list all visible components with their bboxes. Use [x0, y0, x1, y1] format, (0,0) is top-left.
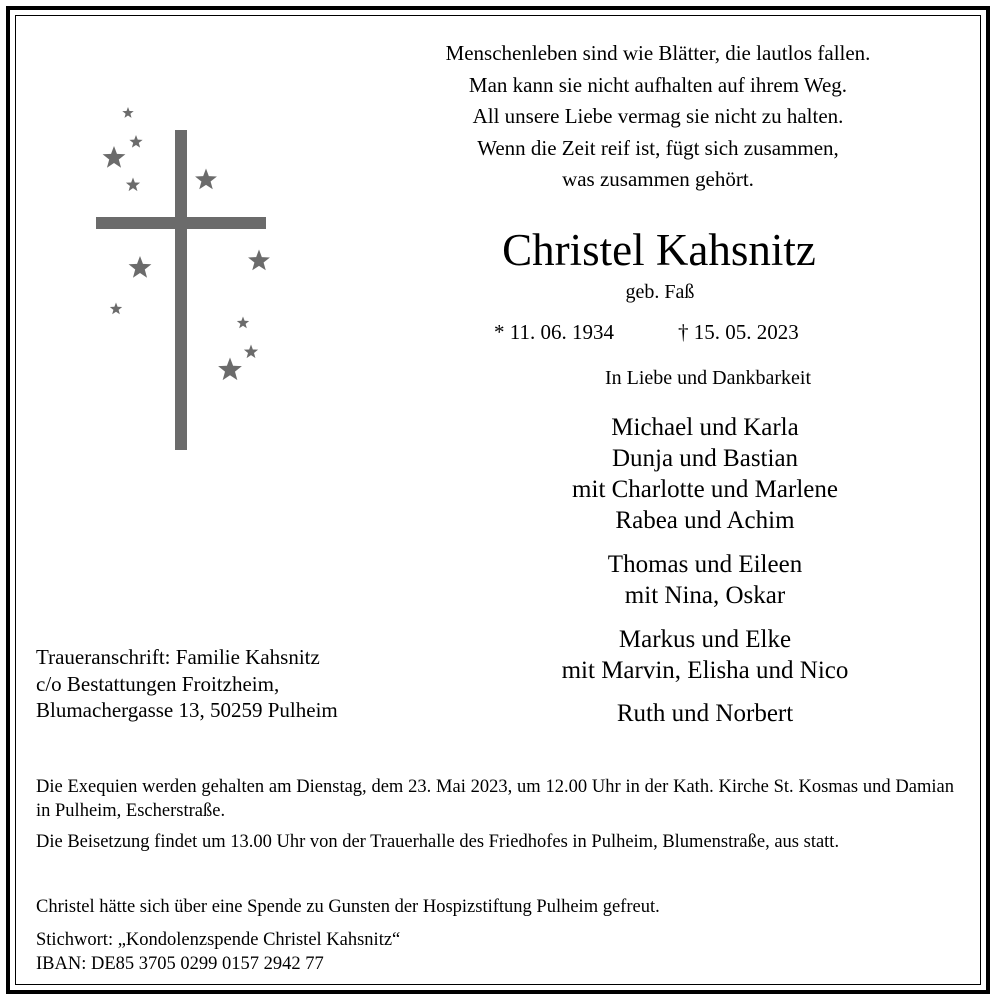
cross-vertical-beam — [175, 130, 187, 450]
cross-horizontal-beam — [96, 217, 266, 229]
address-line: Traueranschrift: Familie Kahsnitz — [36, 645, 320, 669]
star-icon — [103, 146, 126, 168]
donation-notice: Christel hätte sich über eine Spende zu Gunsten der Hospizstiftung Pulheim gefreut. — [36, 897, 660, 917]
poem-line: Man kann sie nicht aufhalten auf ihrem Weg. — [468, 72, 848, 97]
poem-line: All unsere Liebe vermag sie nicht zu halten. — [472, 104, 844, 128]
poem-line: Menschenleben sind wie Blätter, die lautlos fallen. — [445, 41, 871, 65]
maiden-name: geb. Faß — [625, 281, 695, 303]
family-group — [505, 412, 905, 536]
exequien-notice: Die Exequien werden gehalten am Dienstag, dem 23. Mai 2023, um 12.00 Uhr in der Kath. Kirche St. Kosmas und Damian in Pulheim, Escherstraße. — [36, 777, 954, 821]
poem — [398, 38, 918, 196]
star-icon — [110, 303, 122, 315]
star-icon — [129, 256, 152, 278]
death-date: † 15. 05. 2023 — [678, 320, 799, 344]
family-group — [505, 549, 905, 611]
family-line: Dunja und Bastian — [611, 445, 799, 472]
star-icon — [195, 169, 217, 190]
poem-line: was zusammen gehört. — [562, 167, 754, 191]
star-icon — [218, 358, 242, 381]
star-icon — [129, 135, 142, 148]
star-icon — [237, 317, 249, 329]
closing-phrase: In Liebe und Dankbarkeit — [604, 367, 812, 389]
birth-date: * 11. 06. 1934 — [494, 320, 614, 344]
family-group — [505, 698, 905, 729]
address-line: c/o Bestattungen Froitzheim, — [36, 671, 280, 696]
donation-keyword: Stichwort: „Kondolenzspende Christel Kahsnitz“ — [36, 930, 401, 950]
poem-line: Wenn die Zeit reif ist, fügt sich zusammen, — [477, 135, 839, 160]
deceased-name: Christel Kahsnitz — [502, 225, 816, 275]
family-line: Markus und Elke — [618, 626, 792, 653]
family-line: mit Marvin, Elisha und Nico — [561, 657, 849, 684]
star-icon — [248, 250, 270, 271]
star-icon — [126, 178, 140, 192]
family-line: Ruth und Norbert — [616, 700, 794, 727]
address-line: Blumachergasse 13, 50259 Pulheim — [36, 698, 338, 722]
family-line: Rabea und Achim — [615, 507, 795, 534]
family-line: mit Nina, Oskar — [624, 582, 786, 609]
donation-iban: IBAN: DE85 3705 0299 0157 2942 77 — [36, 954, 324, 974]
family-line: Michael und Karla — [611, 414, 799, 441]
family-line: mit Charlotte und Marlene — [572, 476, 838, 503]
cross-with-stars-icon — [90, 100, 290, 460]
family-line: Thomas und Eileen — [607, 551, 803, 578]
family-group — [505, 624, 905, 686]
burial-notice: Die Beisetzung findet um 13.00 Uhr von der Trauerhalle des Friedhofes in Pulheim, Blumenstraße, aus statt. — [36, 832, 840, 852]
mourning-address — [36, 644, 338, 724]
donation-details — [36, 928, 954, 976]
star-icon — [244, 345, 258, 359]
star-icon — [122, 107, 133, 118]
